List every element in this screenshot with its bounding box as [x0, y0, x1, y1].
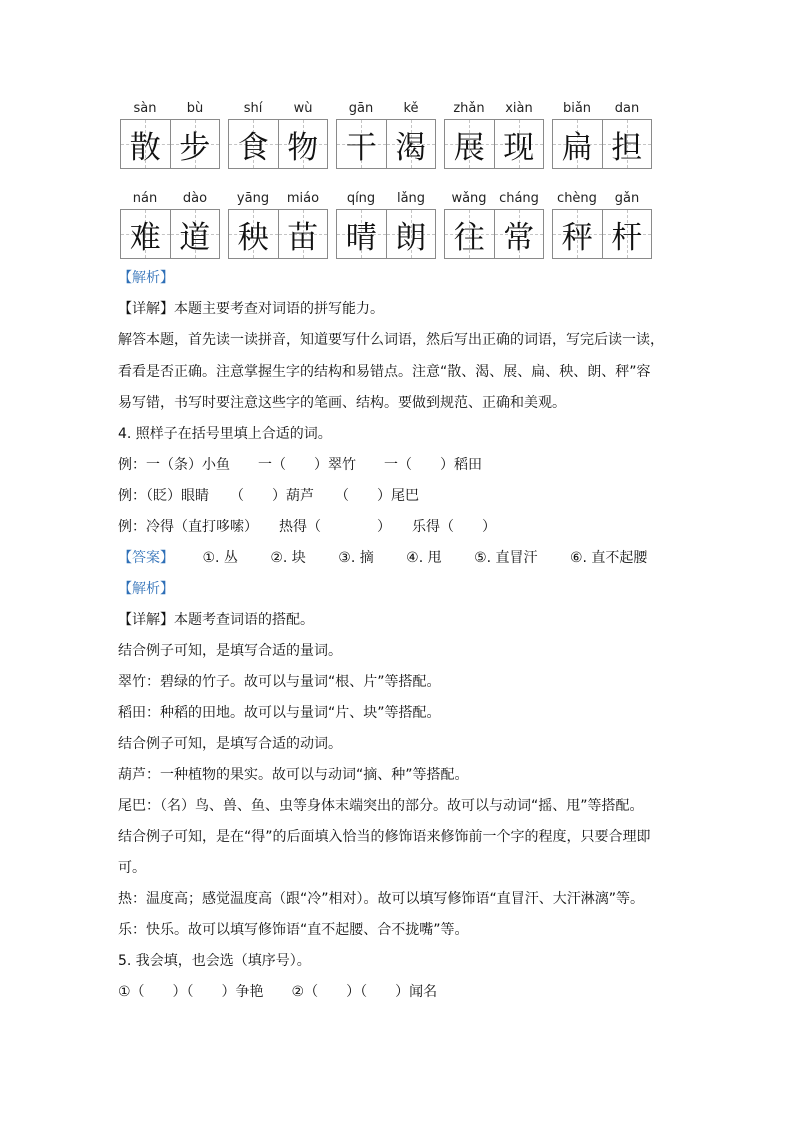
- pinyin: yāng: [236, 191, 270, 206]
- q4-analysis-label: 【解析】: [118, 581, 174, 597]
- char-cell: 常: [494, 210, 544, 258]
- answer-item: ④. 甩: [406, 550, 442, 566]
- char-cell: 扁: [553, 120, 602, 168]
- q4-explanation-line: 结合例子可知，是填写合适的量词。: [118, 643, 342, 659]
- q4-title: 4. 照样子在括号里填上合适的词。: [118, 426, 332, 442]
- char-cell: 物: [278, 120, 328, 168]
- pinyin: biǎn: [562, 101, 592, 116]
- q5-title: 5. 我会填，也会选（填序号）。: [118, 953, 311, 969]
- pinyin: xiàn: [505, 101, 533, 116]
- char-cell: 担: [602, 120, 652, 168]
- char-cell: 往: [445, 210, 494, 258]
- pinyin: wǎng: [451, 191, 487, 206]
- pinyin-grid-row-2: [120, 191, 652, 259]
- q4-explanation-line: 葫芦：一种植物的果实。故可以与动词“摘、种”等搭配。: [118, 767, 469, 783]
- char-cell: 渴: [386, 120, 436, 168]
- word-box: [120, 101, 220, 169]
- answer-item: ⑥. 直不起腰: [569, 550, 648, 566]
- pinyin: gǎn: [614, 191, 640, 206]
- pinyin: wù: [293, 101, 313, 116]
- word-box: [336, 191, 436, 259]
- word-box: [444, 101, 544, 169]
- pinyin: dan: [614, 101, 640, 116]
- word-box: [552, 101, 652, 169]
- q4-explanation-line: 稻田：种稻的田地。故可以与量词“片、块”等搭配。: [118, 705, 441, 721]
- pinyin: kě: [403, 101, 419, 116]
- word-box: [552, 191, 652, 259]
- char-cell: 苗: [278, 210, 328, 258]
- char-cell: 秤: [553, 210, 602, 258]
- pinyin: gān: [348, 101, 374, 116]
- q3-paragraph-line: 解答本题，首先读一读拼音，知道要写什么词语，然后写出正确的词语，写完后读一读，: [118, 332, 664, 348]
- char-cell: 晴: [337, 210, 386, 258]
- q4-explanation-line: 结合例子可知，是填写合适的动词。: [118, 736, 342, 752]
- char-cell: 食: [229, 120, 278, 168]
- pinyin: cháng: [499, 191, 539, 206]
- pinyin: lǎng: [396, 191, 426, 206]
- char-cell: 道: [170, 210, 220, 258]
- word-box: [444, 191, 544, 259]
- q4-answer-row: [118, 548, 647, 568]
- q3-paragraph-line: 看看是否正确。注意掌握生字的结构和易错点。注意“散、渴、展、扁、秧、朗、秤”容: [118, 364, 651, 380]
- pinyin: sàn: [133, 101, 157, 116]
- pinyin: dào: [182, 191, 208, 206]
- answer-item: ③. 摘: [338, 550, 374, 566]
- answer-item: ②. 块: [270, 550, 306, 566]
- q4-example-line: 例：一（条）小鱼 一（ ）翠竹 一（ ）稻田: [118, 457, 482, 473]
- pinyin: bù: [186, 101, 204, 116]
- q3-paragraph-line: 易写错，书写时要注意这些字的笔画、结构。要做到规范、正确和美观。: [118, 395, 566, 411]
- q4-explanation-line: 可。: [118, 860, 146, 876]
- q3-detail: 【详解】本题主要考查对词语的拼写能力。: [118, 301, 384, 317]
- char-cell: 展: [445, 120, 494, 168]
- q4-explanation-line: 热：温度高；感觉温度高（跟“冷”相对）。故可以填写修饰语“直冒汗、大汗淋漓”等。: [118, 891, 645, 907]
- char-cell: 秧: [229, 210, 278, 258]
- char-cell: 步: [170, 120, 220, 168]
- char-cell: 杆: [602, 210, 652, 258]
- q4-explanation-line: 尾巴：（名）鸟、兽、鱼、虫等身体末端突出的部分。故可以与动词“摇、甩”等搭配。: [118, 798, 644, 814]
- char-cell: 难: [121, 210, 170, 258]
- word-box: [228, 191, 328, 259]
- q4-explanation-line: 结合例子可知，是在“得”的后面填入恰当的修饰语来修饰前一个字的程度，只要合理即: [118, 829, 651, 845]
- q4-detail: 【详解】本题考查词语的搭配。: [118, 612, 314, 628]
- q5-line: ①（ ）（ ）争艳 ②（ ）（ ）闻名: [118, 984, 438, 1000]
- word-box: [120, 191, 220, 259]
- answer-item: ①. 丛: [202, 550, 238, 566]
- char-cell: 干: [337, 120, 386, 168]
- q4-explanation-line: 乐：快乐。故可以填写修饰语“直不起腰、合不拢嘴”等。: [118, 922, 469, 938]
- word-box: [228, 101, 328, 169]
- q4-example-line: 例：（眨）眼睛 （ ）葫芦 （ ）尾巴: [118, 488, 419, 504]
- word-box: [336, 101, 436, 169]
- char-cell: 朗: [386, 210, 436, 258]
- pinyin: chèng: [557, 191, 597, 206]
- q4-explanation-line: 翠竹：碧绿的竹子。故可以与量词“根、片”等搭配。: [118, 674, 441, 690]
- char-cell: 现: [494, 120, 544, 168]
- q4-example-line: 例：冷得（直打哆嗦） 热得（ ） 乐得（ ）: [118, 519, 496, 535]
- q3-analysis-label: 【解析】: [118, 270, 174, 286]
- pinyin-grid-row-1: [120, 101, 652, 169]
- char-cell: 散: [121, 120, 170, 168]
- pinyin: nán: [132, 191, 158, 206]
- pinyin: shí: [243, 101, 263, 116]
- pinyin: qíng: [346, 191, 376, 206]
- pinyin: miáo: [286, 191, 320, 206]
- answer-label: 【答案】: [118, 550, 174, 566]
- answer-item: ⑤. 直冒汗: [474, 550, 538, 566]
- pinyin: zhǎn: [453, 101, 485, 116]
